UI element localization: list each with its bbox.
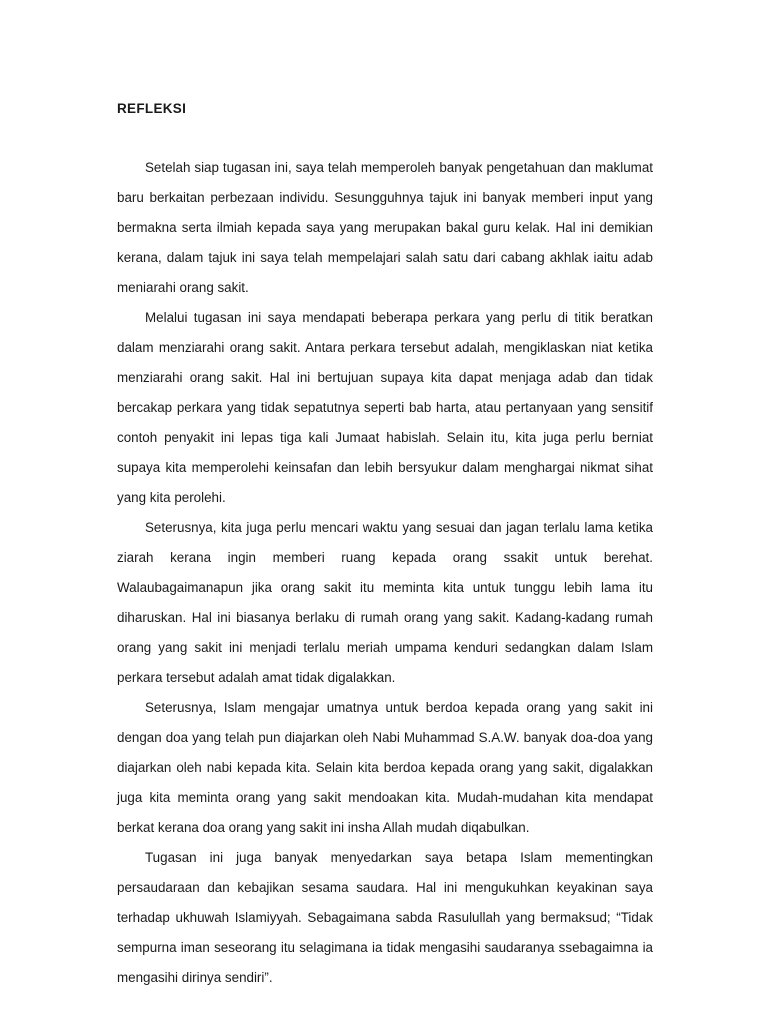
paragraph-3: Seterusnya, kita juga perlu mencari waktu yang sesuai dan jagan terlalu lama ketika ziarah kerana ingin memberi ruang kepada orang ssakit untuk berehat. Walaubagaimanapun jika orang sakit itu meminta kita untuk tunggu lebih lama itu diharuskan. Hal ini biasanya berlaku di rumah orang yang sakit. Kadang-kadang rumah orang yang sakit ini menjadi terlalu meriah umpama kenduri sedangkan dalam Islam perkara tersebut adalah amat tidak digalakkan. [117, 520, 653, 685]
paragraph-2: Melalui tugasan ini saya mendapati beberapa perkara yang perlu di titik beratkan dalam menziarahi orang sakit. Antara perkara tersebut adalah, mengiklaskan niat ketika menziarahi orang sakit. Hal ini bertujuan supaya kita dapat menjaga adab dan tidak bercakap perkara yang tidak sepatutnya seperti bab harta, atau pertanyaan yang sensitif contoh penyakit ini lepas tiga kali Jumaat habislah. Selain itu, kita juga perlu berniat supaya kita memperolehi keinsafan dan lebih bersyukur dalam menghargai nikmat sihat yang kita perolehi. [117, 310, 653, 505]
paragraph-4: Seterusnya, Islam mengajar umatnya untuk berdoa kepada orang yang sakit ini dengan doa yang telah pun diajarkan oleh Nabi Muhammad S.A.W. banyak doa-doa yang diajarkan oleh nabi kepada kita. Selain kita berdoa kepada orang yang sakit, digalakkan juga kita meminta orang yang sakit mendoakan kita. Mudah-mudahan kita mendapat berkat kerana doa orang yang sakit ini insha Allah mudah diqabulkan. [117, 700, 653, 835]
document-title: REFLEKSI [117, 101, 187, 116]
document-body [117, 153, 653, 993]
paragraph-5: Tugasan ini juga banyak menyedarkan saya betapa Islam mementingkan persaudaraan dan kebajikan sesama saudara. Hal ini mengukuhkan keyakinan saya terhadap ukhuwah Islamiyyah. Sebagaimana sabda Rasulullah yang bermaksud; “Tidak sempurna iman seseorang itu selagimana ia tidak mengasihi saudaranya ssebagaimna ia mengasihi dirinya sendiri”. [117, 850, 653, 985]
paragraph-1: Setelah siap tugasan ini, saya telah memperoleh banyak pengetahuan dan maklumat baru berkaitan perbezaan individu. Sesungguhnya tajuk ini banyak memberi input yang bermakna serta ilmiah kepada saya yang merupakan bakal guru kelak. Hal ini demikian kerana, dalam tajuk ini saya telah mempelajari salah satu dari cabang akhlak iaitu adab meniarahi orang sakit. [117, 160, 653, 295]
